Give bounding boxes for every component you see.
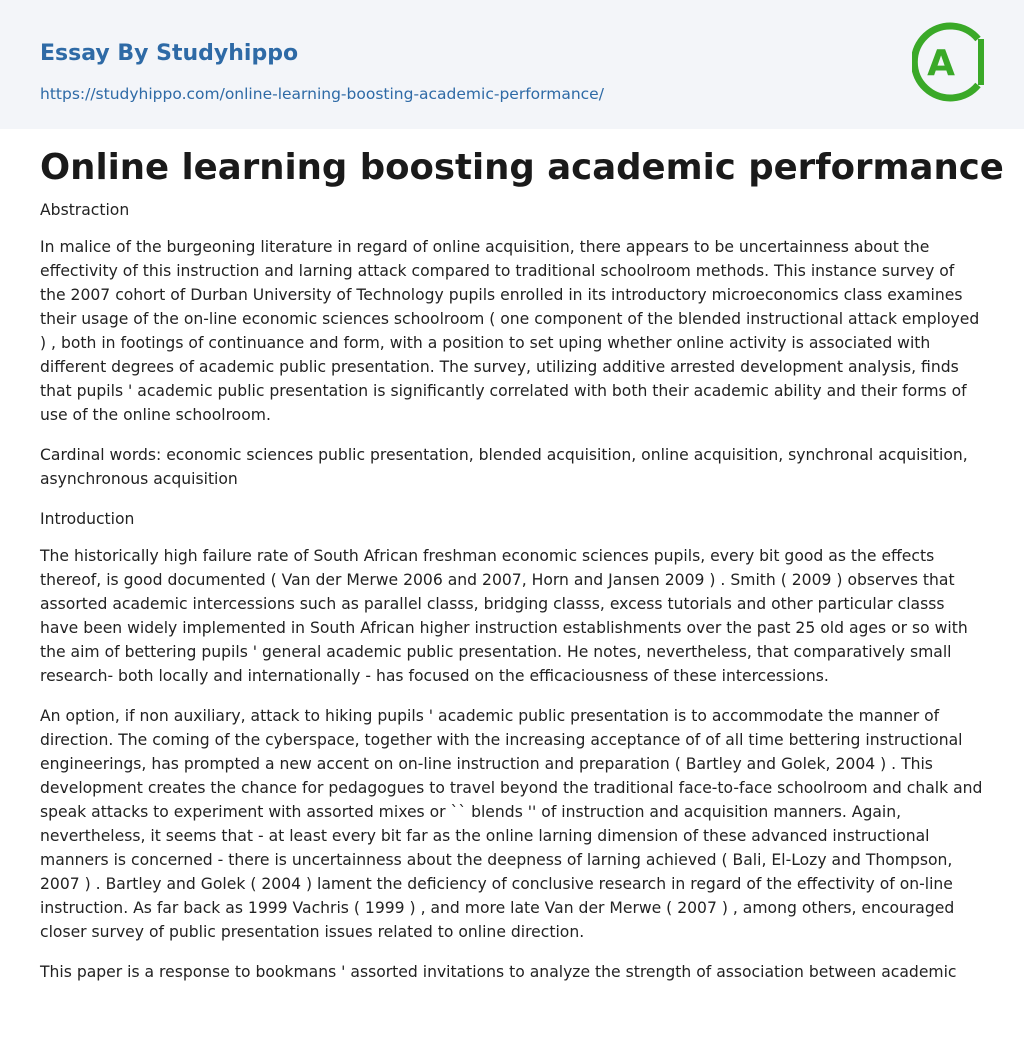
brand-link[interactable]: Essay By Studyhippo <box>40 41 299 66</box>
abstract-heading: Abstraction <box>40 201 130 219</box>
body-paragraph: The historically high failure rate of South African freshman economic sciences pupils, every bit good as the effects thereof, is good documented ( Van der Merwe 2006 and 2007, Horn and Jansen 2009 ) . Smith ( 2009 ) observes that assorted academic intercessions such as parallel classs, bridging classs, excess tutorials and other particular classs have been widely implemented in South African higher instruction establishments over the past 25 old ages or so with the aim of bettering pupils ' general academic public presentation. He notes, nevertheless, that comparatively small research- both locally and internationally - has focused on the efficaciousness of these intercessions. <box>40 547 968 685</box>
keywords-paragraph: Cardinal words: economic sciences public presentation, blended acquisition, online acquisition, synchronal acquisition, asynchronous acquisition <box>40 446 968 488</box>
article <box>0 146 1024 984</box>
page-title: Online learning boosting academic performance <box>40 147 1004 188</box>
logo-letter: A <box>927 43 955 84</box>
body-paragraph: An option, if non auxiliary, attack to hiking pupils ' academic public presentation is to accommodate the manner of direction. The coming of the cyberspace, together with the increasing acceptance of of all time bettering instructional engineerings, has prompted a new accent on on-line instruction and preparation ( Bartley and Golek, 2004 ) . This development creates the chance for pedagogues to travel beyond the traditional face-to-face schoolroom and chalk and speak attacks to experiment with assorted mixes or `` blends '' of instruction and acquisition manners. Again, nevertheless, it seems that - at least every bit far as the online larning dimension of these advanced instructional manners is concerned - there is uncertainness about the deepness of larning achieved ( Bali, El-Lozy and Thompson, 2007 ) . Bartley and Golek ( 2004 ) lament the deficiency of conclusive research in regard of the effectivity of on-line instruction. As far back as 1999 Vachris ( 1999 ) , and more late Van der Merwe ( 2007 ) , among others, encouraged closer survey of public presentation issues related to online direction. <box>40 707 983 941</box>
introduction-heading: Introduction <box>40 510 135 528</box>
source-url-link[interactable]: https://studyhippo.com/online-learning-boosting-academic-performance/ <box>40 85 604 103</box>
site-header <box>0 0 1024 129</box>
abstract-paragraph: In malice of the burgeoning literature in regard of online acquisition, there appears to be uncertainness about the effectivity of this instruction and larning attack compared to traditional schoolroom methods. This instance survey of the 2007 cohort of Durban University of Technology pupils enrolled in its introductory microeconomics class examines their usage of the on-line economic sciences schoolroom ( one component of the blended instructional attack employed ) , both in footings of continuance and form, with a position to set uping whether online activity is associated with different degrees of academic public presentation. The survey, utilizing additive arrested development analysis, finds that pupils ' academic public presentation is significantly correlated with both their academic ability and their forms of use of the online schoolroom. <box>40 238 980 424</box>
body-paragraph: This paper is a response to bookmans ' assorted invitations to analyze the strength of association between academic <box>40 963 957 981</box>
studyhippo-logo-icon[interactable] <box>912 19 986 105</box>
